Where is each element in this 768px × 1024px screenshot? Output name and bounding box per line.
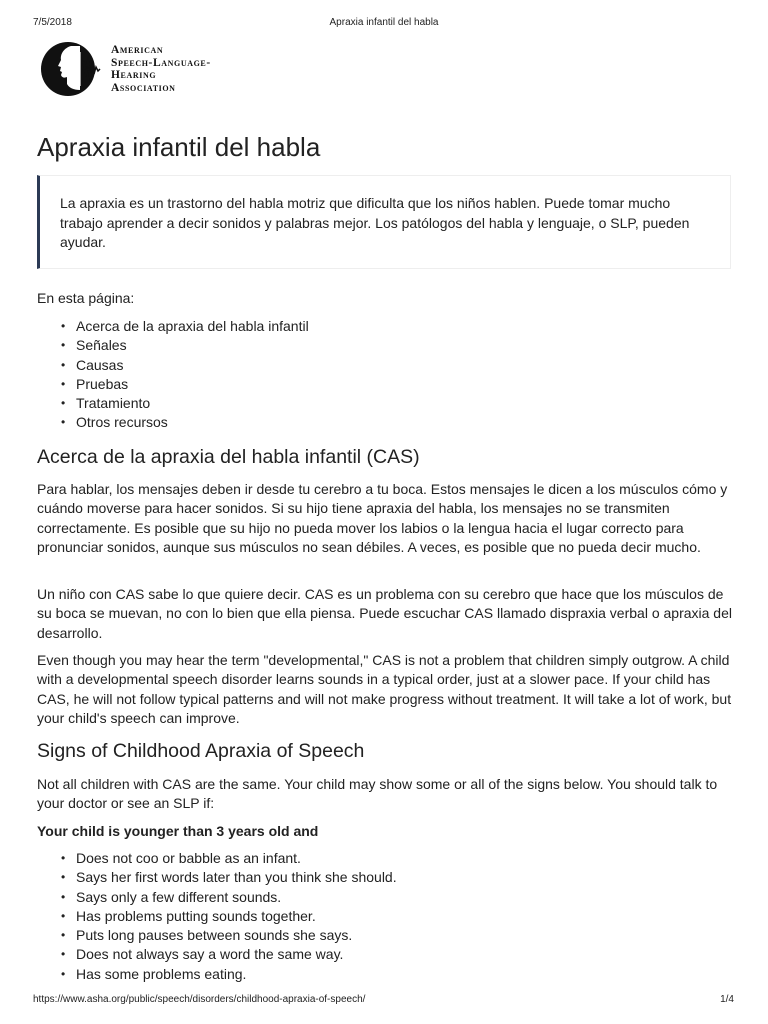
signs-subheading: Your child is younger than 3 years old and (37, 823, 319, 839)
toc-item-resources[interactable]: • Otros recursos (76, 413, 309, 432)
signs-intro: Not all children with CAS are the same. Your child may show some or all of the signs below. You should talk to your doctor or see an SLP if: (37, 776, 718, 812)
signs-list (37, 849, 397, 984)
list-item: • Says her first words later than you think she should. (76, 868, 397, 887)
toc-list (37, 317, 309, 433)
toc-item-about[interactable]: • Acerca de la apraxia del habla infantil (76, 317, 309, 336)
toc-item-treatment[interactable]: • Tratamiento (76, 394, 309, 413)
print-url[interactable]: https://www.asha.org/public/speech/disorders/childhood-apraxia-of-speech/ (33, 994, 366, 1005)
list-item: • Has problems putting sounds together. (76, 907, 397, 926)
toc-item-signs[interactable]: • Señales (76, 336, 309, 355)
logo-line-4: Association (111, 81, 176, 94)
about-paragraph-1: Para hablar, los mensajes deben ir desde tu cerebro a tu boca. Estos mensajes le dicen a los músculos cómo y cuándo moverse para hacer sonidos. Si su hijo tiene apraxia del habla, los mensajes no se transmiten correctamente. Es posible que su hijo no pueda mover los labios o la lengua hacia el lugar correcto para pronunciar sonidos, aunque sus músculos no sean débiles. A veces, es posible que no pueda decir mucho. (37, 481, 728, 555)
about-paragraph-3: Even though you may hear the term "developmental," CAS is not a problem that children simply outgrow. A child with a developmental speech disorder learns sounds in a typical order, just at a slower pace. If your child has CAS, he will not follow typical patterns and will not make progress without treatment. It will take a lot of work, but your child's speech can improve. (37, 652, 732, 726)
intro-callout (37, 175, 731, 269)
about-paragraph-2: Un niño con CAS sabe lo que quiere decir. CAS es un problema con su cerebro que hace que los músculos de su boca se muevan, no con lo bien que ella piensa. Puede escuchar CAS llamado dispraxia verbal o apraxia del desarrollo. (37, 586, 732, 641)
section-heading-about: Acerca de la apraxia del habla infantil (CAS) (37, 446, 420, 468)
list-item: • Does not coo or babble as an infant. (76, 849, 397, 868)
toc-item-tests[interactable]: • Pruebas (76, 375, 309, 394)
asha-wordmark (111, 44, 211, 94)
logo-line-1: American (111, 44, 164, 56)
list-item: • Puts long pauses between sounds she says. (76, 926, 397, 945)
list-item: • Says only a few different sounds. (76, 888, 397, 907)
section-heading-signs: Signs of Childhood Apraxia of Speech (37, 740, 365, 762)
list-item: • Does not always say a word the same way. (76, 945, 397, 964)
logo-line-2: Speech-Language- (111, 56, 211, 69)
print-title: Apraxia infantil del habla (329, 17, 439, 28)
toc-item-causes[interactable]: • Causas (76, 356, 309, 375)
page-number: 1/4 (720, 994, 734, 1005)
callout-text: La apraxia es un trastorno del habla motriz que dificulta que los niños hablen. Puede tomar mucho trabajo aprender a decir sonidos y palabras mejor. Los patólogos del habla y lenguaje, o SLP, pueden ayudar. (60, 195, 690, 250)
asha-profile-logo-icon (40, 40, 108, 100)
list-item: • Has some problems eating. (76, 965, 397, 984)
print-date: 7/5/2018 (33, 17, 72, 28)
page-title: Apraxia infantil del habla (37, 132, 321, 162)
logo-line-3: Hearing (111, 69, 157, 81)
asha-logo[interactable] (40, 40, 240, 100)
on-this-page-label: En esta página: (37, 290, 135, 306)
